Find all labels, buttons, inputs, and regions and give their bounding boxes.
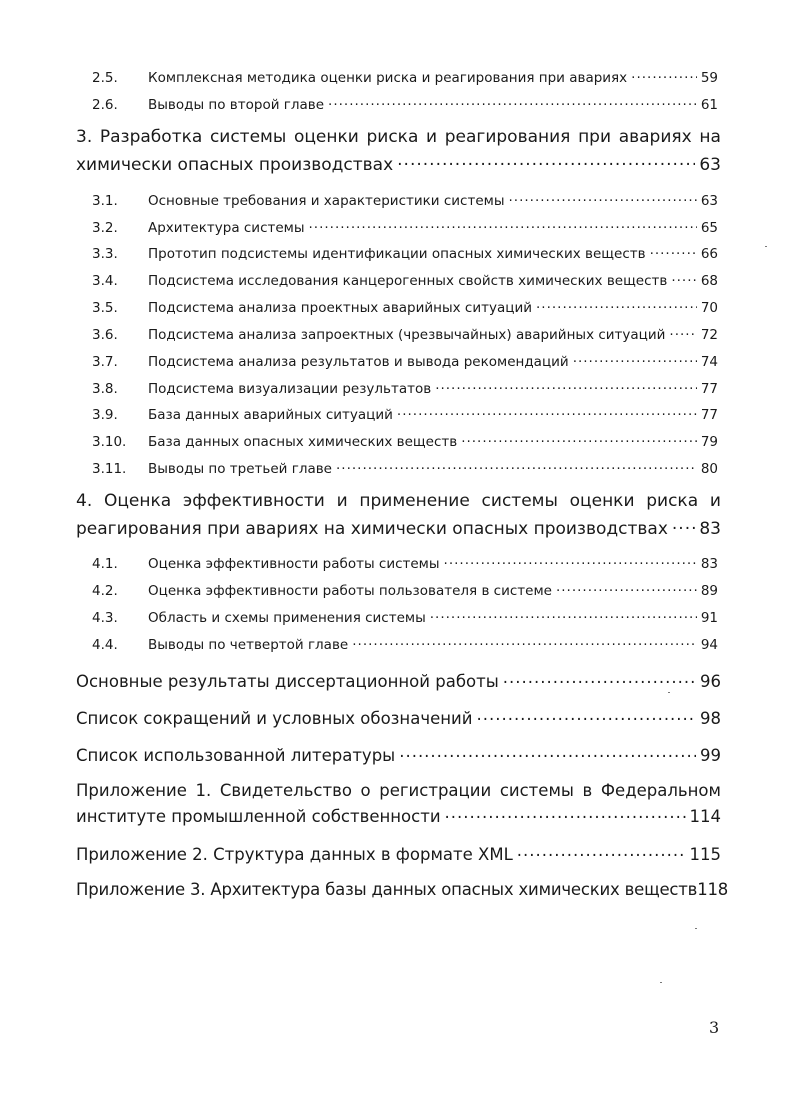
toc-item[interactable] [92,271,718,291]
toc-item-page: 63 [700,192,718,209]
chapter-title: реагирования при авариях на химически опасных производствах [76,519,668,539]
scan-speck [668,692,670,693]
toc-item-title: Подсистема исследования канцерогенных свойств химических веществ [148,272,668,289]
toc-item[interactable] [92,405,718,425]
toc-item-title: Основные требования и характеристики системы [148,192,505,209]
section-title: Основные результаты диссертационной работы [76,671,499,691]
toc-item-title: Оценка эффективности работы пользователя в системе [148,582,552,599]
chapter-number: 4. [76,491,93,511]
leader-dots [573,352,697,366]
toc-item-number: 3.4. [92,272,118,289]
scan-speck [660,982,662,983]
toc-item-number: 3.6. [92,326,118,343]
toc-appendix-3[interactable] [76,880,729,899]
section-title: Приложение 3. Архитектура базы данных опасных химических веществ [76,880,698,899]
chapter-4-heading-line2[interactable] [76,517,721,539]
toc-item-number: 2.6. [92,96,118,113]
word: риска [646,491,699,511]
toc-appendix-1-line2[interactable] [76,805,721,826]
toc-item-title: Архитектура системы [148,219,305,236]
section-title: институте промышленной собственности [76,806,441,826]
word: реагирования [444,127,571,147]
toc-item[interactable] [92,218,718,238]
chapter-page: 83 [699,519,721,539]
leader-dots [556,581,697,595]
section-page: 98 [700,708,721,728]
toc-item-page: 80 [700,460,718,477]
toc-appendix-1-line1[interactable] [76,781,721,800]
toc-item-title: Выводы по третьей главе [148,460,332,477]
toc-item-page: 77 [700,380,718,397]
chapter-number: 3. [76,127,93,147]
word: системы [209,127,287,147]
word: и [426,127,438,147]
word: риска [366,127,419,147]
toc-item[interactable] [92,608,718,628]
toc-item-page: 65 [700,219,718,236]
leader-dots [430,608,697,622]
toc-item-page: 89 [700,582,718,599]
word: применение [359,491,470,511]
toc-item-page: 74 [700,353,718,370]
leader-dots [631,68,697,82]
word: и [709,491,721,511]
toc-item-title: Выводы по второй главе [148,96,325,113]
leader-dots [517,843,686,860]
toc-item[interactable] [92,95,718,115]
leader-dots [397,153,695,170]
leader-dots [352,635,697,649]
word: Приложение [76,781,187,800]
toc-section-results[interactable] [76,670,721,691]
leader-dots [399,744,696,761]
leader-dots [435,379,697,393]
section-page: 118 [697,880,729,899]
toc-item-number: 2.5. [92,69,118,86]
toc-item-number: 4.3. [92,609,118,626]
toc-item-title: База данных опасных химических веществ [148,433,458,450]
toc-item[interactable] [92,459,718,479]
section-title: Список использованной литературы [76,745,396,765]
word: при [578,127,612,147]
section-page: 96 [700,671,721,691]
toc-section-abbreviations[interactable] [76,707,721,728]
toc-item-title: Комплексная методика оценки риска и реагирования при авариях [148,69,628,86]
leader-dots [336,459,697,473]
word: оценки [293,127,359,147]
toc-item-number: 3.3. [92,245,118,262]
toc-item-title: Оценка эффективности работы системы [148,555,440,572]
word: о [360,781,371,800]
scan-speck [695,928,697,929]
word: и [336,491,348,511]
leader-dots [444,554,697,568]
chapter-title: химически опасных производствах [76,155,394,175]
leader-dots [536,298,697,312]
word: Разработка [99,127,203,147]
toc-section-literature[interactable] [76,744,721,765]
word: Оценка [103,491,172,511]
chapter-page: 63 [699,155,721,175]
toc-item-page: 68 [700,272,718,289]
word: на [699,127,721,147]
word: 1. [195,781,212,800]
toc-item-number: 3.10. [92,433,127,450]
section-title: Список сокращений и условных обозначений [76,708,473,728]
toc-item-number: 3.7. [92,353,118,370]
toc-item[interactable] [92,554,718,574]
section-page: 115 [689,844,721,864]
toc-appendix-2[interactable] [76,843,721,864]
toc-item[interactable] [92,191,718,211]
leader-dots [476,707,696,724]
toc-item-page: 72 [700,326,718,343]
word: оценки [569,491,635,511]
leader-dots [503,670,696,687]
toc-item-title: Подсистема анализа результатов и вывода рекомендаций [148,353,569,370]
toc-item-number: 3.8. [92,380,118,397]
word: системы [499,781,574,800]
toc-item-page: 79 [700,433,718,450]
word: регистрации [379,781,492,800]
toc-item[interactable] [92,432,718,452]
toc-item[interactable] [92,352,718,372]
word: в [582,781,593,800]
word: системы [481,491,558,511]
toc-item[interactable] [92,581,718,601]
toc-item-page: 94 [700,636,718,653]
toc-item[interactable] [92,68,718,88]
toc-item-number: 3.11. [92,460,127,477]
toc-item-number: 3.2. [92,219,118,236]
toc-item-page: 83 [700,555,718,572]
leader-dots [672,517,695,534]
toc-item[interactable] [92,298,718,318]
leader-dots [650,244,697,258]
leader-dots [508,191,696,205]
leader-dots [671,271,696,285]
toc-item-page: 70 [700,299,718,316]
toc-item-title: Подсистема анализа запроектных (чрезвычайных) аварийных ситуаций [148,326,666,343]
word: авариях [618,127,692,147]
toc-item-number: 4.1. [92,555,118,572]
leader-dots [669,325,696,339]
section-title: Приложение 2. Структура данных в формате XML [76,844,513,864]
toc-item-page: 66 [700,245,718,262]
leader-dots [309,218,697,232]
leader-dots [328,95,697,109]
toc-item-title: Область и схемы применения системы [148,609,426,626]
chapter-4-heading-line1[interactable] [76,491,721,511]
toc-item-number: 3.9. [92,406,118,423]
toc-item-title: Прототип подсистемы идентификации опасных химических веществ [148,245,646,262]
toc-item-page: 91 [700,609,718,626]
word: эффективности [182,491,325,511]
leader-dots [461,432,697,446]
toc-item-title: Подсистема анализа проектных аварийных ситуаций [148,299,532,316]
toc-item-title: База данных аварийных ситуаций [148,406,393,423]
toc-item[interactable] [92,244,718,264]
scan-speck [765,246,767,247]
toc-item-number: 4.2. [92,582,118,599]
chapter-3-heading-line1[interactable] [76,127,721,147]
chapter-3-heading-line2[interactable] [76,153,721,175]
page-number: 3 [709,1018,720,1037]
toc-item-number: 4.4. [92,636,118,653]
toc-item-page: 77 [700,406,718,423]
leader-dots [397,405,697,419]
toc-item-title: Подсистема визуализации результатов [148,380,432,397]
toc-item-page: 59 [700,69,718,86]
section-page: 114 [689,806,721,826]
toc-item[interactable] [92,379,718,399]
toc-item[interactable] [92,635,718,655]
toc-item-title: Выводы по четвертой главе [148,636,349,653]
section-page: 99 [700,745,721,765]
toc-item-number: 3.1. [92,192,118,209]
leader-dots [445,805,686,822]
word: Федеральном [600,781,721,800]
toc-item[interactable] [92,325,718,345]
word: Свидетельство [219,781,352,800]
toc-item-page: 61 [700,96,718,113]
toc-item-number: 3.5. [92,299,118,316]
